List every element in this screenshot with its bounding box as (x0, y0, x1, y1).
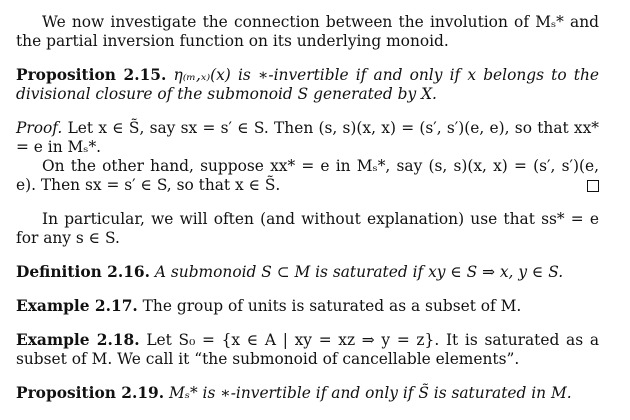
proof-heading: Proof. (16, 119, 63, 137)
definition-2-16-heading: Definition 2.16. (16, 263, 150, 281)
example-2-17-text: The group of units is saturated as a subset of M. (142, 297, 522, 315)
definition-2-16-statement: A submonoid S ⊂ M is saturated if xy ∈ S ⇒ x, y ∈ S. (154, 263, 564, 281)
example-2-18 (16, 331, 599, 369)
proposition-2-15 (16, 66, 599, 104)
proposition-2-19-heading: Proposition 2.19. (16, 384, 165, 402)
intro-paragraph: We now investigate the connection between the involution of Mₛ* and the partial inversion function on its underlying monoid. (16, 13, 599, 50)
definition-2-16 (16, 263, 599, 282)
example-2-17-heading: Example 2.17. (16, 297, 138, 315)
proposition-2-15-statement: η₍ₘ,ₓ₎(x) is ∗-invertible if and only if x belongs to the divisional closure of the submonoid S generated by X. (16, 66, 599, 103)
proof-text-2: On the other hand, suppose xx* = e in Mₛ*, say (s, s)(x, x) = (s′, s′)(e, e). Then sx = s′ ∈ S, so that x ∈ S̃. (16, 157, 599, 194)
example-2-17 (16, 297, 599, 316)
proof-text-1: Let x ∈ S̃, say sx = s′ ∈ S. Then (s, s)(x, x) = (s′, s′)(e, e), so that xx* = e in Mₛ*. (16, 119, 599, 156)
proposition-2-19-statement: Mₛ* is ∗-invertible if and only if S̃ is saturated in M. (169, 384, 572, 402)
remark-paragraph: In particular, we will often (and without explanation) use that ss* = e for any s ∈ S. (16, 210, 599, 247)
proposition-2-19 (16, 384, 599, 403)
example-2-18-text: Let S₀ = {x ∈ A | xy = xz ⇒ y = z}. It is saturated as a subset of M. We call it “the submonoid of cancellable elements”. (16, 331, 599, 368)
qed-square-icon (587, 180, 599, 192)
proof-paragraph-1 (16, 119, 599, 157)
proof-paragraph-2 (16, 157, 599, 195)
proposition-2-15-heading: Proposition 2.15. (16, 66, 167, 84)
example-2-18-heading: Example 2.18. (16, 331, 140, 349)
